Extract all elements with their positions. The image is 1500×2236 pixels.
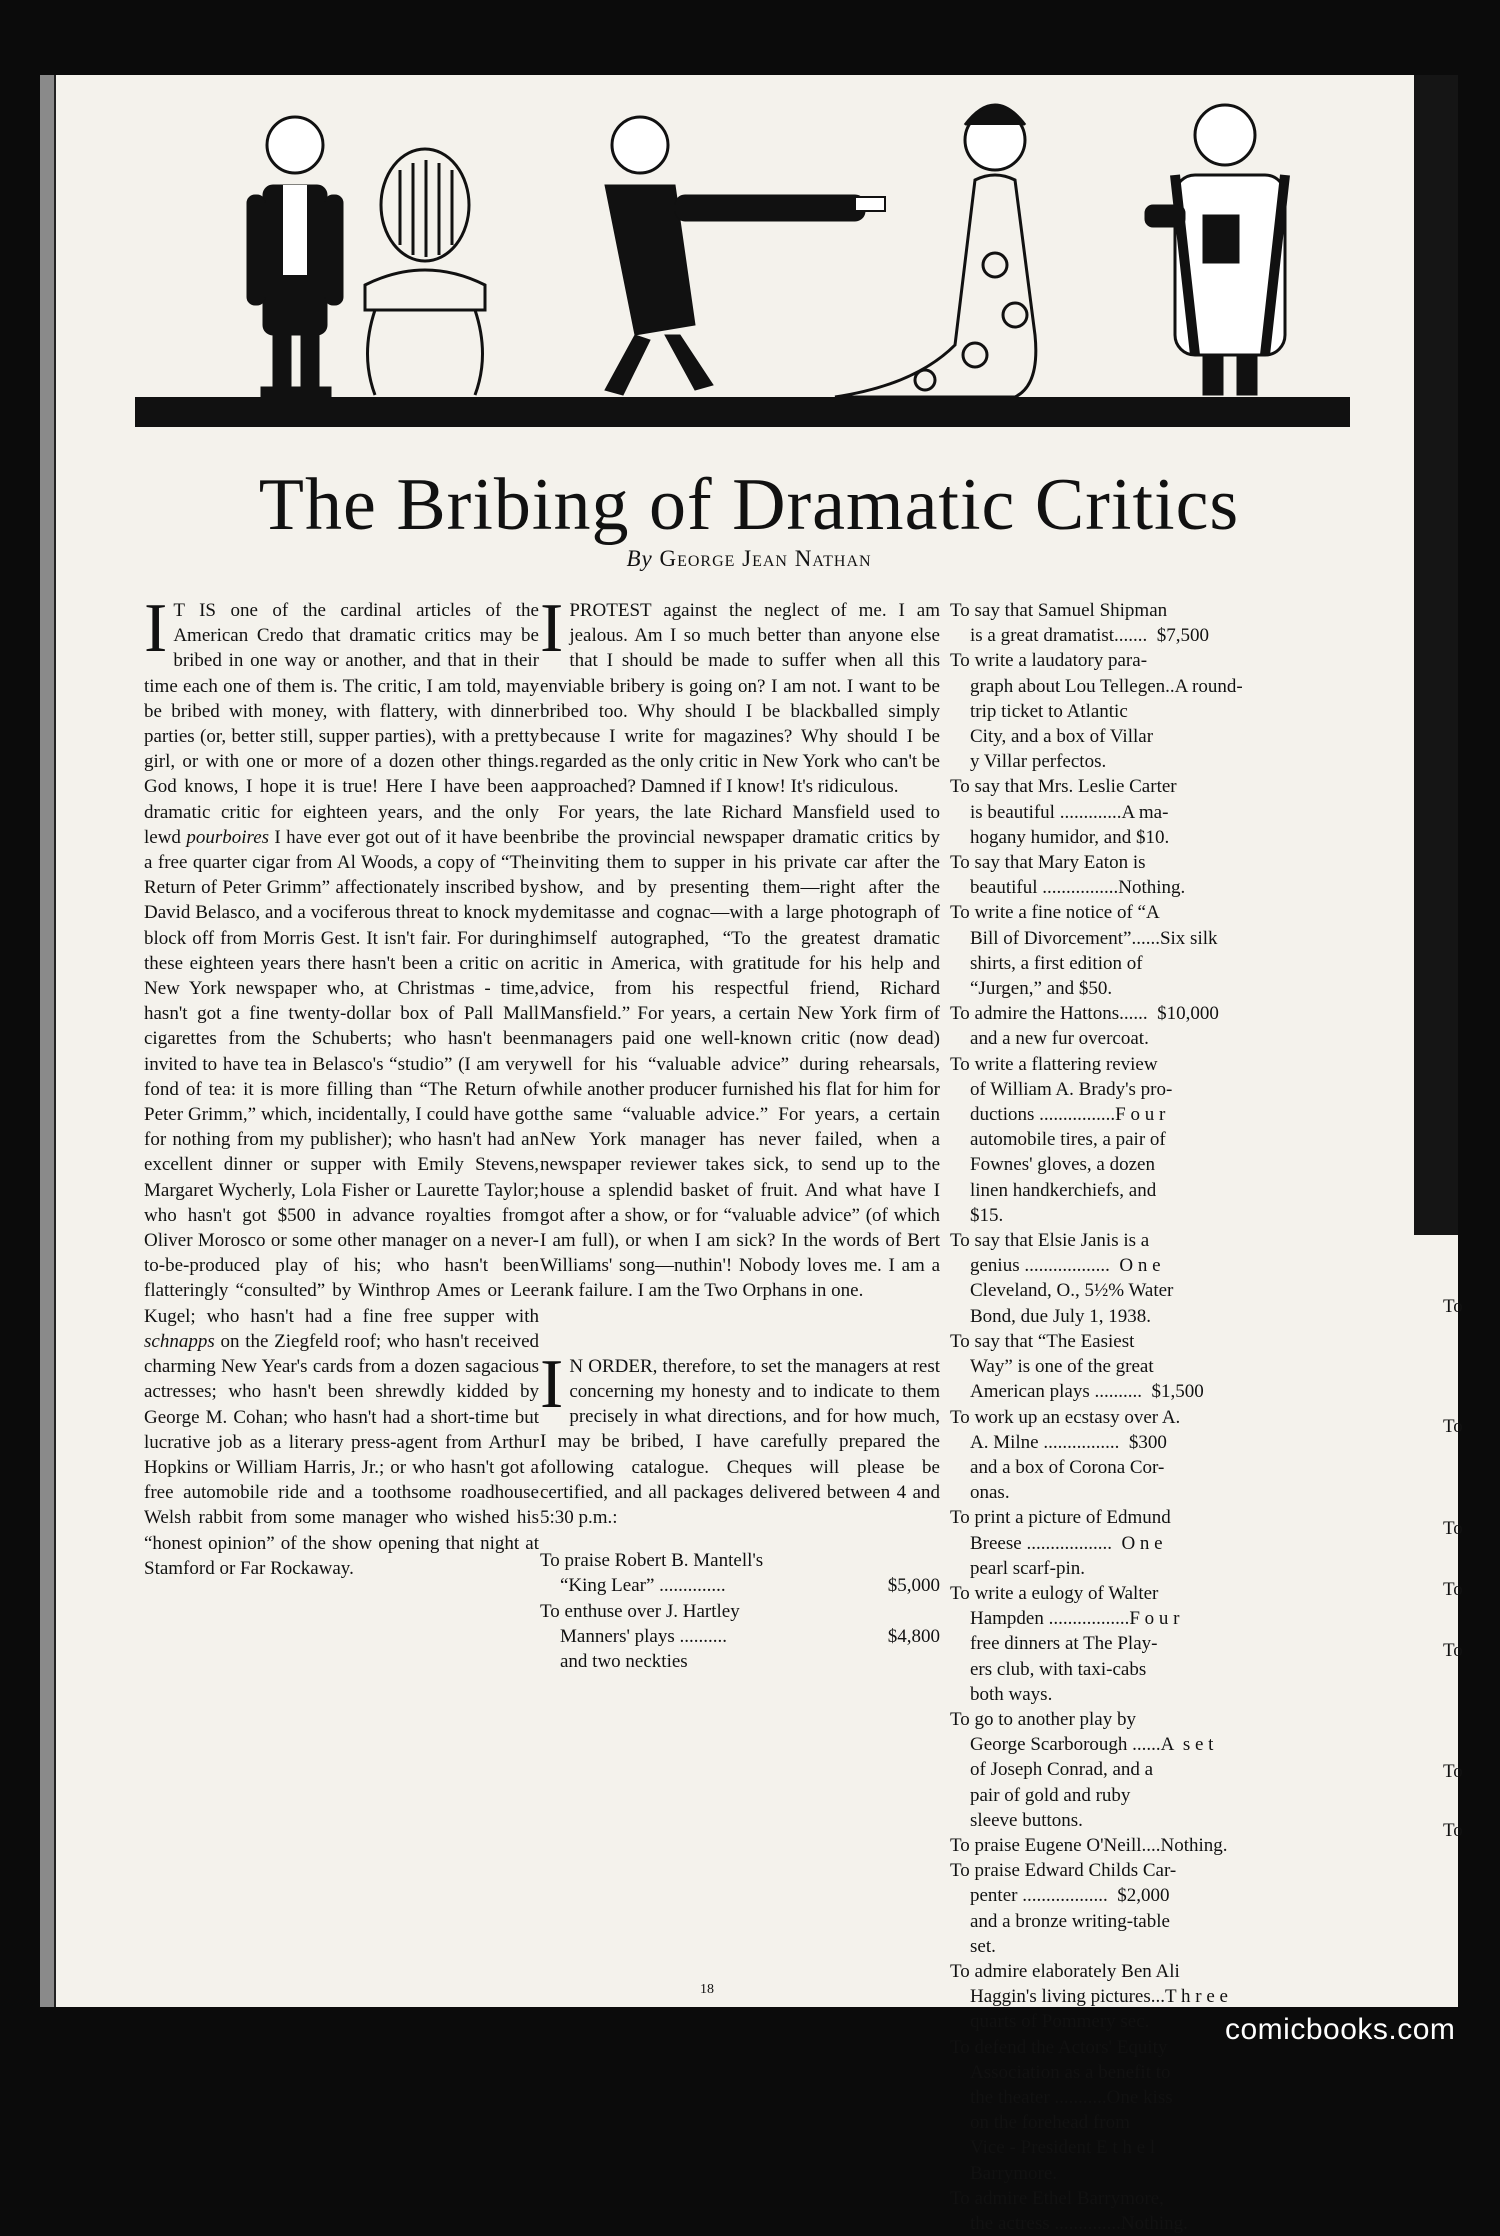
butler-figure bbox=[247, 117, 343, 397]
item-head: To admire the Hattons...... $10,000 bbox=[950, 1003, 1219, 1025]
item-head: To say that “The Easiest bbox=[950, 1330, 1135, 1352]
item-sub: is a great dramatist....... $7,500 bbox=[970, 625, 1210, 647]
item-head: To say that Mrs. Leslie Carter bbox=[950, 776, 1177, 798]
drop-cap: I bbox=[144, 590, 168, 667]
item-sub: and two neckties bbox=[560, 1650, 688, 1672]
item-head: To admire Ethel Barrymore, bbox=[950, 2187, 1164, 2209]
item-head: To praise Robert B. Mantell's bbox=[540, 1550, 764, 1572]
item-sub: Vice - President E t h e l bbox=[970, 2137, 1156, 2159]
item-sub: genius .................. O n e bbox=[970, 1255, 1161, 1277]
catalogue-item bbox=[540, 1548, 940, 1598]
column-3-catalogue bbox=[950, 598, 1395, 2236]
paragraph bbox=[540, 1345, 940, 1530]
item-sub: free dinners at The Play- bbox=[970, 1633, 1158, 1655]
item-head: To say that Samuel Shipman bbox=[950, 600, 1168, 621]
item-sub: both ways. bbox=[970, 1683, 1053, 1705]
item-sub: ers club, with taxi-cabs bbox=[970, 1658, 1147, 1680]
catalogue-item bbox=[950, 2035, 1395, 2186]
column-1 bbox=[144, 590, 540, 1581]
item-sub: and a bronze writing-table bbox=[970, 1910, 1170, 1932]
catalogue-item bbox=[950, 900, 1395, 1001]
lady-figure bbox=[835, 105, 1036, 397]
drop-cap: I bbox=[540, 1345, 564, 1423]
item-head: To write a laudatory para- bbox=[950, 650, 1148, 672]
item-price: $5,000 bbox=[887, 1575, 940, 1597]
item-sub: A. Milne ................ $300 bbox=[970, 1431, 1167, 1453]
catalogue-item bbox=[950, 1833, 1395, 1858]
item-sub: Way” is one of the great bbox=[970, 1356, 1154, 1378]
paragraph bbox=[540, 590, 940, 800]
catalogue-item bbox=[950, 1707, 1395, 1833]
catalogue-item bbox=[950, 1001, 1395, 1051]
item-head: To write a eulogy of Walter bbox=[950, 1582, 1159, 1604]
adjacent-page-text: To bbox=[1443, 1820, 1463, 1841]
item-sub: Hampden .................F o u r bbox=[970, 1608, 1180, 1630]
item-sub: set. bbox=[970, 1935, 996, 1957]
item-sub: trip ticket to Atlantic bbox=[970, 700, 1128, 722]
item-sub: penter .................. $2,000 bbox=[970, 1885, 1170, 1907]
item-sub: and a box of Corona Cor- bbox=[970, 1456, 1165, 1478]
catalogue-item bbox=[950, 774, 1395, 850]
item-head: To work up an ecstasy over A. bbox=[950, 1406, 1181, 1428]
pointing-man-figure bbox=[605, 117, 885, 395]
adjacent-page-text: To bbox=[1443, 1761, 1463, 1782]
adjacent-page-photo bbox=[1414, 75, 1458, 1235]
byline-prefix: By bbox=[626, 546, 653, 571]
caricature-illustration bbox=[135, 85, 1350, 445]
item-sub: quarts of Pommery sec. bbox=[970, 2011, 1150, 2033]
item-sub: onas. bbox=[970, 1482, 1010, 1504]
item-sub: automobile tires, a pair of bbox=[970, 1129, 1166, 1151]
page-number: 18 bbox=[700, 1982, 714, 1997]
text-run: I have ever got out of it have been a free quarter cigar from Al Woods, a copy of “The Return of Peter Grimm” affectionately inscribed by David Belasco, and a vociferous threat to knock my block off from Morris Gest. It isn't fair. For during these eighteen years there hasn't been a critic on a New York newspaper who, at Christmas - time, hasn't got a fine twenty-dollar box of Pall Mall cigarettes from the Schuberts; who hasn't been invited to have tea in Belasco's “studio” (I am very fond of tea: it is more filling than “The Return of Peter Grimm,” which, incidentally, I could have got for nothing from my publisher); who hasn't had an excellent dinner or supper with Emily Stevens, Margaret Wycherly, Lola Fisher or Laurette Taylor; who hasn't got $500 in advance royalties from Oliver Morosco or some other manager on a never-to-be-produced play of his; who hasn't been flatteringly “consulted” by Winthrop Ames or Lee Kugel; who hasn't had a fine free supper with bbox=[144, 826, 540, 1327]
item-sub: “Jurgen,” and $50. bbox=[970, 978, 1113, 1000]
item-sub: linen handkerchiefs, and bbox=[970, 1179, 1157, 1201]
item-sub: graph about Lou Tellegen..A round- bbox=[970, 675, 1243, 697]
item-price: $4,800 bbox=[887, 1625, 940, 1647]
item-sub: pair of gold and ruby bbox=[970, 1784, 1131, 1806]
catalogue-item bbox=[950, 1581, 1395, 1707]
text-run: PROTEST against the neglect of me. I am jealous. Am I so much better than anyone else that I should be made to suffer when all this enviable bribery is going on? I am not. I want to be bribed too. Why should I be blackballed simply because I write for magazines? Why should I be regarded as the only critic in New York who can't be approached? Damned if I know! It's ridiculous. bbox=[540, 600, 940, 798]
catalogue-item bbox=[950, 1052, 1395, 1228]
item-head: To say that Mary Eaton is bbox=[950, 852, 1146, 874]
item-head: To praise Eugene O'Neill....Nothing. bbox=[950, 1834, 1228, 1856]
catalogue-item bbox=[950, 598, 1395, 648]
item-sub: sleeve buttons. bbox=[970, 1809, 1083, 1831]
item-sub: the theater ...........One kiss bbox=[970, 2086, 1173, 2108]
item-sub: Breese .................. O n e bbox=[970, 1532, 1163, 1554]
item-head: To print a picture of Edmund bbox=[950, 1507, 1171, 1529]
catalogue-item bbox=[540, 1599, 940, 1675]
paragraph: For years, the late Richard Mansfield used to bribe the provincial newspaper dramatic critics by inviting them to supper in his private car after the show, and by presenting them—right after the demitasse and cognac—with a large photograph of himself autographed, “To the greatest dramatic critic in America, with gratitude for his help and advice, from his respectful friend, Richard Mansfield.” For years, a certain New York firm of managers paid one well-known critic (now dead) well for his “valuable advice” during rehearsals, while another producer furnished his flat for him for the same “valuable advice.” For years, a certain New York manager has never failed, when a newspaper reviewer takes sick, to send up to the house a splendid basket of fruit. And what have I got after a show, or for “valuable advice” (of which I am full), or when I am sick? In the words of Bert Williams' song—nuthin'! Nobody loves me. I am a rank failure. I am the Two Orphans in one. bbox=[540, 801, 940, 1302]
item-sub: Haggin's living pictures...T h r e e bbox=[970, 1986, 1228, 2008]
item-sub: of Joseph Conrad, and a bbox=[970, 1759, 1154, 1781]
item-head: To write a fine notice of “A bbox=[950, 902, 1160, 924]
item-sub: beautiful ................Nothing. bbox=[970, 877, 1186, 899]
adjacent-page-text: To bbox=[1443, 1518, 1463, 1539]
item-sub: on the forehead from bbox=[970, 2112, 1130, 2134]
item-head: To praise Edward Childs Car- bbox=[950, 1860, 1177, 1882]
italic-text: schnapps bbox=[144, 1330, 215, 1352]
item-sub: Cleveland, O., 5½% Water bbox=[970, 1280, 1174, 1302]
item-sub: y Villar perfectos. bbox=[970, 751, 1107, 773]
item-sub: Association as a benefit to bbox=[970, 2061, 1171, 2083]
text-run: on the Ziegfeld roof; who hasn't received charming New Year's cards from a dozen sagacious actresses; who hasn't been shrewdly kidded by George M. Cohan; who hasn't had a short-time but lucrative job as a literary press-agent from Arthur Hopkins or William Harris, Jr.; or who hasn't got a free automobile ride and a toothsome roadhouse Welsh rabbit from some manager who wished his “honest opinion” of the show opening that night at Stamford or Far Rockaway. bbox=[144, 1330, 539, 1579]
item-sub: “King Lear” .............. bbox=[560, 1575, 726, 1597]
item-sub: shirts, a first edition of bbox=[970, 952, 1143, 974]
item-sub: Bill of Divorcement”......Six silk bbox=[970, 927, 1218, 949]
fur-coat-man-figure bbox=[1145, 105, 1285, 395]
item-head: To enthuse over J. Hartley bbox=[540, 1600, 740, 1622]
catalogue-item bbox=[950, 1858, 1395, 1959]
catalogue-item bbox=[950, 1505, 1395, 1581]
text-run: N ORDER, therefore, to set the managers at rest concerning my honesty and to indicate to them precisely in what directions, and for how much, I may be bribed, I have carefully prepared the following catalogue. Cheques will please be certified, and all packages delivered between 4 and 5:30 p.m.: bbox=[540, 1355, 940, 1528]
catalogue-item bbox=[950, 648, 1395, 774]
catalogue-item bbox=[950, 1405, 1395, 1506]
paragraph bbox=[144, 590, 540, 1581]
byline bbox=[40, 546, 1458, 572]
item-sub: the actress ..............Nothing. bbox=[970, 2213, 1188, 2234]
drop-cap: I bbox=[540, 590, 564, 667]
item-sub: and a new fur overcoat. bbox=[970, 1028, 1149, 1050]
item-sub: ductions ................F o u r bbox=[970, 1104, 1166, 1126]
item-head: To say that Elsie Janis is a bbox=[950, 1230, 1150, 1252]
item-sub: of William A. Brady's pro- bbox=[970, 1078, 1173, 1100]
watermark-logo: comicbooks.com bbox=[1225, 2013, 1456, 2046]
item-sub: Barrymore. bbox=[970, 2162, 1058, 2184]
adjacent-page-text: To bbox=[1443, 1579, 1463, 1600]
italic-text: pourboires bbox=[186, 826, 270, 848]
chair bbox=[365, 149, 485, 395]
byline-author: George Jean Nathan bbox=[659, 546, 872, 571]
catalogue-item bbox=[950, 850, 1395, 900]
adjacent-page-text: To bbox=[1443, 1640, 1463, 1661]
item-sub: City, and a box of Villar bbox=[970, 726, 1154, 748]
item-head: To write a flattering review bbox=[950, 1053, 1158, 1075]
item-sub: George Scarborough ......A s e t bbox=[970, 1734, 1214, 1756]
item-sub: Fownes' gloves, a dozen bbox=[970, 1154, 1155, 1176]
catalogue-item bbox=[950, 1228, 1395, 1329]
item-sub: is beautiful .............A ma- bbox=[970, 801, 1169, 823]
catalogue-item bbox=[950, 2186, 1395, 2236]
item-sub: pearl scarf-pin. bbox=[970, 1557, 1085, 1579]
item-head: To defend the Actors' Equity bbox=[950, 2036, 1168, 2058]
column-2 bbox=[540, 590, 940, 1674]
item-sub: Bond, due July 1, 1938. bbox=[970, 1305, 1152, 1327]
page-binding-edge bbox=[40, 75, 56, 2007]
adjacent-page-text: To bbox=[1443, 1296, 1463, 1317]
item-sub: American plays .......... $1,500 bbox=[970, 1381, 1204, 1403]
item-sub: hogany humidor, and $10. bbox=[970, 826, 1170, 848]
article-title: The Bribing of Dramatic Critics bbox=[258, 464, 1240, 546]
item-head: To admire elaborately Ben Ali bbox=[950, 1960, 1180, 1982]
text-run: T IS one of the cardinal articles of the American Credo that dramatic critics may be bribed in one way or another, and that in their time each one of them is. The critic, I am told, may be bribed with money, with flattery, with dinner parties (or, better still, supper parties), with a pretty girl, or with one or more of a dozen other things. God knows, I hope it is true! Here I have been a dramatic critic for eighteen years, and the only lewd bbox=[144, 600, 539, 848]
adjacent-page-text: To bbox=[1443, 1416, 1463, 1437]
item-sub: $15. bbox=[970, 1204, 1004, 1226]
item-sub: Manners' plays .......... bbox=[560, 1625, 728, 1647]
catalogue-item bbox=[950, 1329, 1395, 1405]
item-head: To go to another play by bbox=[950, 1708, 1136, 1730]
